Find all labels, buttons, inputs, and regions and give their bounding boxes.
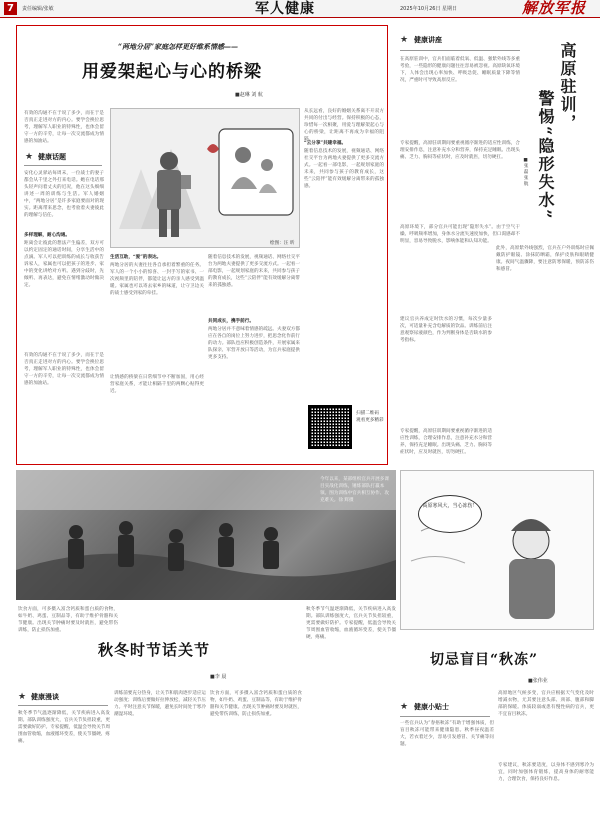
lecture-column-label: 健康讲座 <box>414 36 442 44</box>
feature-intro-top: 有效的沟通不在于说了多少，而在于是否真正走进对方的内心。要学会换位思考，理解军人职业的特殊性，也体会留守一方的辛劳，让每一次交流都成为情感的加油站。 <box>24 111 104 144</box>
tips-column-label: 健康小贴士 <box>414 703 449 711</box>
cartoon-headline: 切忌盲目“秋冻” <box>430 652 539 668</box>
vertical-headline-1: 高原驻训， <box>558 42 577 132</box>
feature-intro: 安化心灵驿站每周末，一位战士的妻子都会从千里之外打来电话。她在电话那头轻声问着丈夫的近况，他在这头细细讲述一周的训练与生活。军人婚姻中，“两地分居”是许多家庭要面对的现实。距离带来思念，也考验着夫妻彼此的理解与信任。 <box>24 171 104 218</box>
divider <box>18 705 108 706</box>
autumn-byline: ■李 晨 <box>210 674 227 680</box>
autumn-text-1: 秋冬季节气温逐渐降低，关节疾病进入高发期。部队训练强度大，官兵关节负担较重，更需要做好防护。专家提醒，低温会导致关节周围血管收缩，血液循环变差，使关节僵硬、疼痛。 <box>18 711 110 744</box>
star-icon: ★ <box>18 692 27 702</box>
divider <box>400 50 520 51</box>
tips-text-3: 专家建议，秋冻要适度，以身体不感到寒冷为宜，同时加强体育锻炼，提高身体的耐寒能力，合理饮食，保持良好作息。 <box>498 763 594 782</box>
issue-date: 2025年10月26日 星期日 <box>400 6 458 12</box>
feature-col5-text: 随着信息技术的发展，视频通话、网络社交平台为两地夫妻提供了更多交流方式。一起看一部电影，一起规划家庭的未来，共同参与孩子的教育成长，这些“云陪伴”能有效缓解分离带来的孤独感。 <box>304 149 384 189</box>
feature-subtitle: “两地分居”家庭怎样更好维系情感—— <box>118 42 239 51</box>
lecture-text-6: 专家提醒，高原驻训期间要重视循序渐进的适应性训练，合理安排作息，注意补充水分和营养，保持充足睡眠。出现头痛、乏力、胸闷等症状时，应及时就医，切勿硬扛。 <box>400 429 492 455</box>
autumn-intro: 饮食方面，可多摄入富含钙质和蛋白质的食物，如牛奶、鸡蛋、豆制品等，有助于维护骨骼和关节健康。出现关节肿痛时要及时就医，避免带伤训练，防止损伤加重。 <box>18 607 118 633</box>
star-icon: ★ <box>400 35 409 45</box>
page-number: 7 <box>4 2 17 15</box>
feature-sub4: 共同成长，携手前行。 <box>208 319 254 324</box>
picture-caption: 绘图：汪 昕 <box>270 241 295 246</box>
divider <box>24 165 102 166</box>
feature-byline: ■赵琳 刘 航 <box>235 92 263 98</box>
autumn-column-label: 健康漫谈 <box>31 693 59 701</box>
soldier-cartoon-drawing <box>401 471 593 629</box>
autumn-text-3: 饮食方面，可多摄入富含钙质和蛋白质的食物，如牛奶、鸡蛋、豆制品等，有助于维护骨骼和关节健康。出现关节肿痛时要及时就医，避免带伤训练，防止损伤加重。 <box>210 691 302 717</box>
cartoon-byline: ■张伟业 <box>528 678 548 684</box>
cartoon-speech-bubble: 高原寒风大，当心冻伤！ <box>418 495 482 533</box>
feature-sub3: “云分享”共建幸福。 <box>304 141 347 146</box>
vertical-headline-2: 警惕“隐形失水” <box>536 90 555 221</box>
feature-col1-text: 距离会让彼此的想法产生偏差，双方可以约定固定的通话时间，分享生活中的点滴。军人可以把训练的成长与收获告诉家人，家属也可以把孩子的进步、家中的变化讲给对方听。遇到分歧时，先倾听、再表达，避免在情绪激动时做决定。 <box>24 241 104 288</box>
feature-col3-text-a: 随着信息技术的发展，视频通话、网络社交平台为两地夫妻提供了更多交流方式。一起看一部电影，一起规划家庭的未来，共同参与孩子的教育成长，这些“云陪伴”能有效缓解分离带来的孤独感。 <box>208 255 300 288</box>
feature-sub1: 多样理解，耐心沟通。 <box>24 233 70 238</box>
section-title: 军人健康 <box>255 1 315 17</box>
lecture-text-2: 专家提醒，高原驻训期间要重视循序渐进的适应性训练，合理安排作息，注意补充水分和营养，保持充足睡眠。出现头痛、乏力、胸闷等症状时，应及时就医，切勿硬扛。 <box>400 141 520 160</box>
star-icon: ★ <box>25 152 34 162</box>
family-illustration-drawing <box>111 109 299 247</box>
autumn-headline: 秋冬时节话关节 <box>98 641 211 659</box>
tips-text-1: 一些官兵认为“春捂秋冻”有助于增强体质，但盲目秋冻可能带来健康隐患。秋季昼夜温差大，若衣着过少，容易引发感冒、关节痛等问题。 <box>400 721 494 747</box>
tips-text-2: 高原地区气候多变，官兵应根据天气变化及时增减衣物，尤其要注意头部、颈部、腹部和脚部的保暖。体质较弱或患有慢性病的官兵，更不宜盲目秋冻。 <box>498 691 594 717</box>
family-illustration <box>110 108 300 248</box>
autumn-text-4: 秋冬季节气温逐渐降低，关节疾病进入高发期。部队训练强度大，官兵关节负担较重，更需要做好防护。专家提醒，低温会导致关节周围血管收缩，血液循环变差，使关节僵硬、疼痛。 <box>306 607 396 640</box>
qr-code-icon[interactable] <box>308 405 352 449</box>
lecture-text-5: 此外，高原紫外线强烈，官兵在户外训练时应佩戴防护眼镜、涂抹防晒霜，保护皮肤和眼睛健康。夜间气温骤降，要注意防寒保暖，预防冻伤和感冒。 <box>496 246 594 272</box>
cartoon-illustration <box>400 470 594 630</box>
qr-caption: 扫描二维码 观看更多精彩 <box>356 411 384 423</box>
newspaper-logo: 解放军报 <box>522 0 587 17</box>
feature-col2-text2: 让情感的桥梁在日常细节中不断加固，用心经营家庭关系，才能让相隔千里的两颗心贴得更近。 <box>110 375 204 394</box>
autumn-text-2: 训练前要充分热身，让关节和肌肉逐步适应运动强度；训练后要做好拉伸放松，减轻关节压力。平时注意关节保暖，避免长时间处于寒冷潮湿环境。 <box>114 691 206 717</box>
feature-col1-text2: 有效的沟通不在于说了多少，而在于是否真正走进对方的内心。要学会换位思考，理解军人职业的特殊性，也体会留守一方的辛劳，让每一次交流都成为情感的加油站。 <box>24 353 104 386</box>
feature-sub2: 生活互助，“爱”的表达。 <box>110 255 162 260</box>
lecture-text-1: 在高原驻训中，官兵们面临着低氧、低温、强紫外线等多重考验，一些隐形的健康问题往往容易被忽视。高原缺氧环境下，人体会出现心率加快、呼吸急促、睡眠质量下降等情况，严重时可导致高原反应。 <box>400 57 520 83</box>
star-icon: ★ <box>400 702 409 712</box>
feature-column-label: 健康话题 <box>38 153 66 161</box>
feature-col5-top: 从长远看，良好的婚姻关系离不开双方共同的付出与经营。保持积极的心态，珍惜每一次相聚，用爱与理解架起心与心的桥梁，让距离不再成为幸福的阻隔。 <box>304 109 384 142</box>
feature-col4-text: 两地分居并不意味着情感的疏远。夫妻双方都应在各自的岗位上努力进步，把思念化作前行的动力。部队也应积极创造条件，开展家属来队探亲、军营开放日等活动，为官兵家庭提供更多支持。 <box>208 327 300 360</box>
lecture-text-4: 建议官兵养成定时饮水的习惯，每次少量多次，可适量补充含电解质的饮品。训练前后注意观察尿液颜色，作为判断身体是否缺水的参考指标。 <box>400 317 492 343</box>
editor-line: 责任编辑/张敏 <box>22 6 54 12</box>
feature-title: 用爱架起心与心的桥梁 <box>82 62 262 82</box>
divider <box>400 716 490 717</box>
lecture-text-3: 高原环境下，部分官兵可能出现“隐形失水”。由于空气干燥、呼吸频率增加，身体水分流失速度加快，但口渴感却不明显，容易导致脱水，影响体能和认知功能。 <box>400 225 520 244</box>
feature-col2-text: 两地分居的夫妻往往各自承担着繁重的任务。军人的一个小小的惊喜、一封手写的家书、一次视频里的陪伴，都能让远方的亲人感受到温暖。家属也可以寄去家乡的味道，让守卫边关的战士感受到家的牵挂。 <box>110 263 204 296</box>
vertical-byline: ■张 磊 张 航 <box>523 158 528 186</box>
photo-caption: 今年以来，某部组织官兵开展多课目实战化训练，锤炼部队打赢本领。图为训练中官兵相互协作、攻克难关。徐 辉摄 <box>320 477 389 503</box>
